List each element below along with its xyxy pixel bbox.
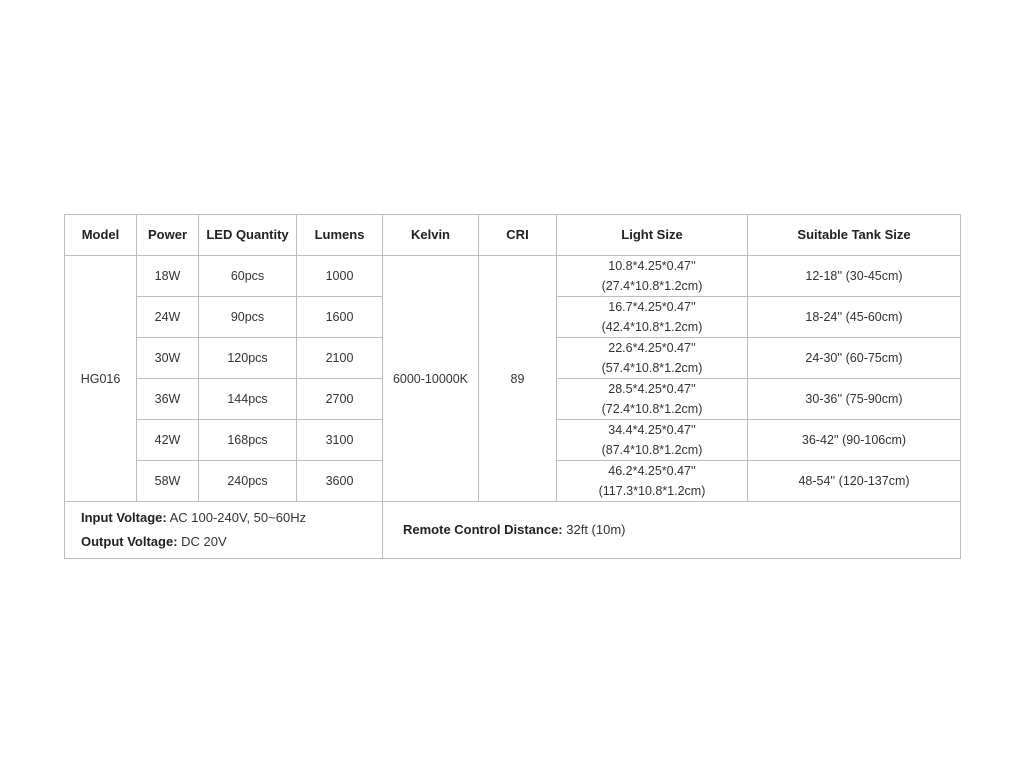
remote-cell — [383, 502, 961, 559]
header-led-quantity: LED Quantity — [199, 215, 297, 256]
tank-size-cell: 30-36'' (75-90cm) — [748, 379, 961, 420]
header-light-size: Light Size — [557, 215, 748, 256]
header-row — [65, 215, 961, 256]
header-lumens: Lumens — [297, 215, 383, 256]
power-cell: 30W — [137, 338, 199, 379]
tank-size-cell: 12-18'' (30-45cm) — [748, 256, 961, 297]
led-cell: 144pcs — [199, 379, 297, 420]
output-voltage-label: Output Voltage: — [81, 534, 178, 549]
voltage-cell — [65, 502, 383, 559]
led-cell: 60pcs — [199, 256, 297, 297]
lumens-cell: 2100 — [297, 338, 383, 379]
kelvin-cell: 6000-10000K — [383, 256, 479, 502]
light-size-inches: 34.4*4.25*0.47'' — [608, 423, 696, 437]
table-row — [65, 256, 961, 297]
light-size-cell — [557, 338, 748, 379]
light-size-inches: 22.6*4.25*0.47'' — [608, 341, 696, 355]
light-size-cm: (57.4*10.8*1.2cm) — [601, 361, 703, 375]
light-size-cm: (87.4*10.8*1.2cm) — [601, 443, 703, 457]
header-cri: CRI — [479, 215, 557, 256]
model-cell: HG016 — [65, 256, 137, 502]
output-voltage — [81, 530, 382, 554]
power-cell: 24W — [137, 297, 199, 338]
led-cell: 240pcs — [199, 461, 297, 502]
light-size-cell — [557, 256, 748, 297]
lumens-cell: 3100 — [297, 420, 383, 461]
light-size-inches: 46.2*4.25*0.47'' — [608, 464, 696, 478]
input-voltage-label: Input Voltage: — [81, 510, 167, 525]
light-size-cm: (27.4*10.8*1.2cm) — [601, 279, 703, 293]
power-cell: 18W — [137, 256, 199, 297]
led-cell: 90pcs — [199, 297, 297, 338]
remote-distance-label: Remote Control Distance: — [403, 522, 563, 537]
output-voltage-value: DC 20V — [177, 534, 227, 549]
header-model: Model — [65, 215, 137, 256]
light-size-cm: (117.3*10.8*1.2cm) — [598, 484, 706, 498]
lumens-cell: 3600 — [297, 461, 383, 502]
power-cell: 58W — [137, 461, 199, 502]
input-voltage — [81, 506, 382, 530]
tank-size-cell: 18-24'' (45-60cm) — [748, 297, 961, 338]
spec-table — [64, 214, 961, 559]
power-cell: 42W — [137, 420, 199, 461]
light-size-cm: (72.4*10.8*1.2cm) — [601, 402, 703, 416]
light-size-cell — [557, 379, 748, 420]
power-cell: 36W — [137, 379, 199, 420]
tank-size-cell: 36-42'' (90-106cm) — [748, 420, 961, 461]
footer-row — [65, 502, 961, 559]
light-size-inches: 28.5*4.25*0.47'' — [608, 382, 696, 396]
light-size-inches: 16.7*4.25*0.47'' — [608, 300, 696, 314]
input-voltage-value: AC 100-240V, 50~60Hz — [166, 510, 307, 525]
lumens-cell: 1000 — [297, 256, 383, 297]
tank-size-cell: 24-30'' (60-75cm) — [748, 338, 961, 379]
led-cell: 120pcs — [199, 338, 297, 379]
cri-cell: 89 — [479, 256, 557, 502]
light-size-cell — [557, 461, 748, 502]
lumens-cell: 1600 — [297, 297, 383, 338]
light-size-cell — [557, 420, 748, 461]
light-size-cm: (42.4*10.8*1.2cm) — [601, 320, 703, 334]
tank-size-cell: 48-54'' (120-137cm) — [748, 461, 961, 502]
header-power: Power — [137, 215, 199, 256]
header-kelvin: Kelvin — [383, 215, 479, 256]
led-cell: 168pcs — [199, 420, 297, 461]
remote-distance-value: 32ft (10m) — [562, 522, 626, 537]
header-tank-size: Suitable Tank Size — [748, 215, 961, 256]
light-size-cell — [557, 297, 748, 338]
light-size-inches: 10.8*4.25*0.47'' — [608, 259, 696, 273]
lumens-cell: 2700 — [297, 379, 383, 420]
